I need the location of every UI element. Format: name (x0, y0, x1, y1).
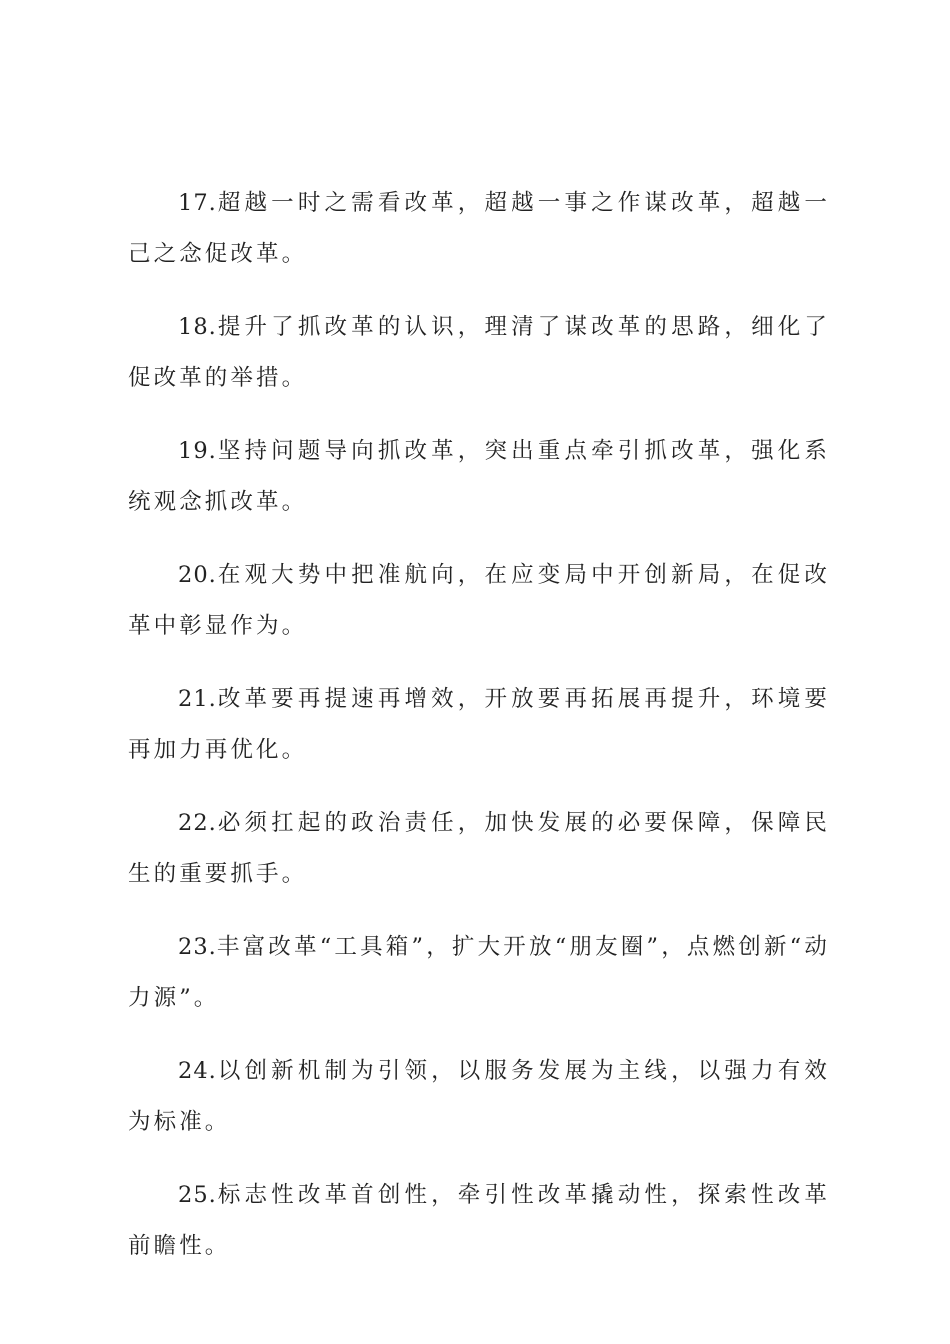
paragraph-20 (128, 550, 830, 652)
paragraph-number: 25. (178, 1182, 217, 1208)
paragraph-23 (128, 922, 830, 1024)
paragraph-text: 改革要再提速再增效，开放要再拓展再提升，环境要再加力再优化。 (128, 686, 830, 763)
paragraph-number: 22. (178, 810, 217, 836)
paragraph-19 (128, 426, 830, 528)
paragraph-text: 坚持问题导向抓改革，突出重点牵引抓改革，强化系统观念抓改革。 (128, 438, 830, 515)
paragraph-text: 以创新机制为引领，以服务发展为主线，以强力有效为标准。 (128, 1058, 830, 1135)
paragraph-number: 21. (178, 686, 217, 712)
paragraph-text: 必须扛起的政治责任，加快发展的必要保障，保障民生的重要抓手。 (128, 810, 830, 887)
paragraph-text: 在观大势中把准航向，在应变局中开创新局，在促改革中彰显作为。 (128, 562, 830, 639)
paragraph-number: 18. (178, 314, 217, 340)
paragraph-24 (128, 1046, 830, 1148)
paragraph-number: 19. (178, 438, 217, 464)
paragraph-21 (128, 674, 830, 776)
paragraph-25 (128, 1170, 830, 1272)
paragraph-18 (128, 302, 830, 404)
document-body (128, 178, 830, 1294)
paragraph-number: 20. (178, 562, 217, 588)
paragraph-number: 17. (178, 190, 217, 216)
paragraph-text: 超越一时之需看改革，超越一事之作谋改革，超越一己之念促改革。 (128, 190, 830, 267)
paragraph-text: 丰富改革“工具箱”，扩大开放“朋友圈”，点燃创新“动力源”。 (128, 934, 830, 1011)
paragraph-number: 23. (178, 934, 217, 960)
paragraph-text: 标志性改革首创性，牵引性改革撬动性，探索性改革前瞻性。 (128, 1182, 830, 1259)
paragraph-number: 24. (178, 1058, 217, 1084)
paragraph-text: 提升了抓改革的认识，理清了谋改革的思路，细化了促改革的举措。 (128, 314, 830, 391)
paragraph-22 (128, 798, 830, 900)
paragraph-17 (128, 178, 830, 280)
